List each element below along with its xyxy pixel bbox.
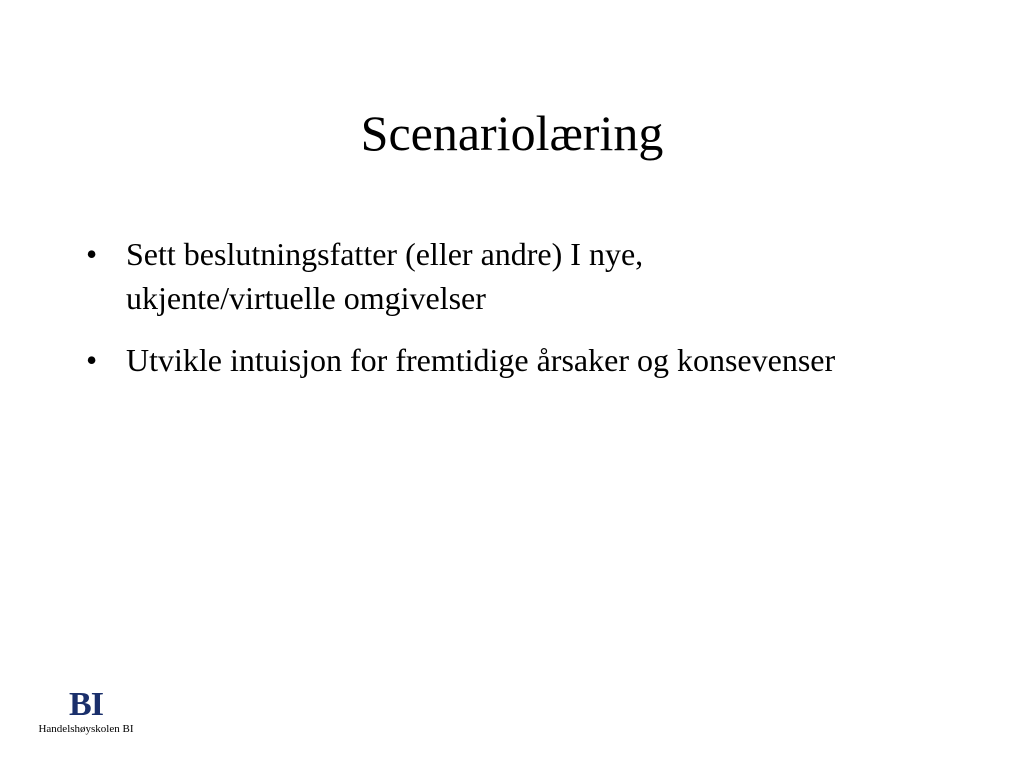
bullet-icon: • <box>86 342 98 378</box>
bullet-text: Utvikle intuisjon for fremtidige årsaker og konsevenser <box>126 342 836 378</box>
bullet-item <box>86 338 846 382</box>
bullet-list <box>86 232 846 400</box>
bullet-item <box>86 232 846 320</box>
school-logo <box>36 686 136 736</box>
bullet-icon: • <box>86 236 98 272</box>
bullet-text: Sett beslutningsfatter (eller andre) I nye, ukjente/virtuelle omgivelser <box>126 236 644 316</box>
slide-title: Scenariolæring <box>360 105 664 161</box>
logo-text: Handelshøyskolen BI <box>38 723 134 735</box>
logo-mark: BI <box>69 686 103 723</box>
